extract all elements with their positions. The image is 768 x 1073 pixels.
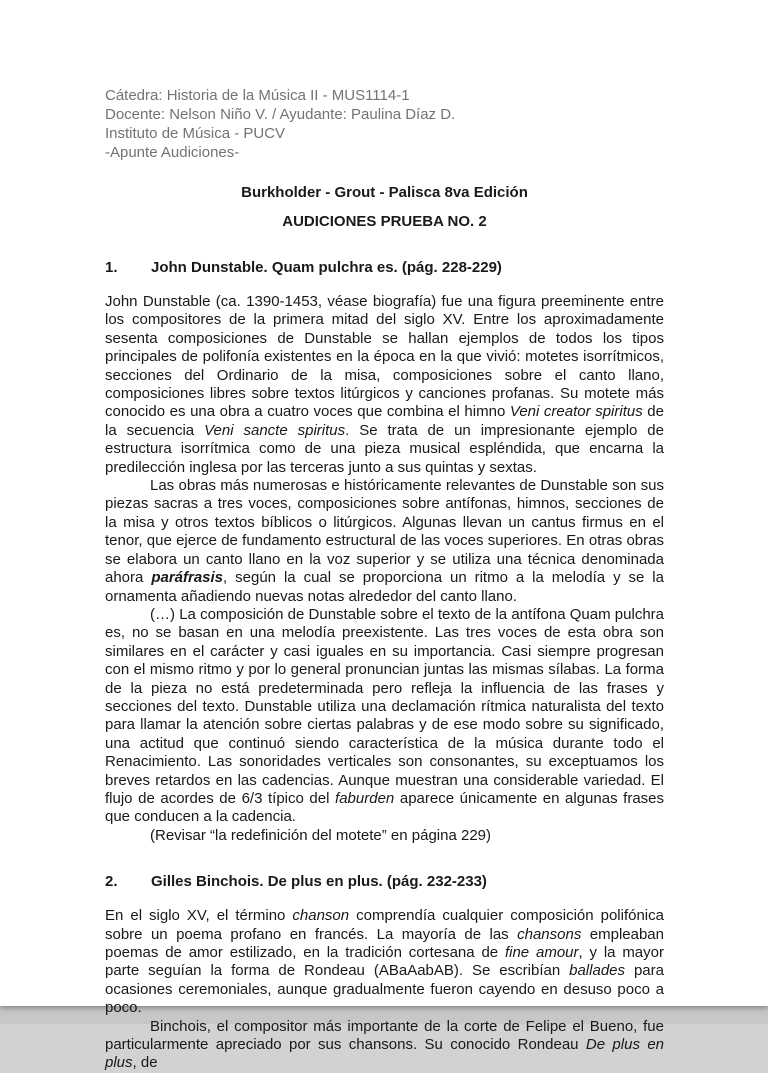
paragraph (105, 606, 664, 827)
document-header (105, 86, 664, 162)
text-run: Veni sancte spiritus (204, 421, 346, 439)
text-run: En el siglo XV, el término (105, 907, 293, 925)
text-run: , de (132, 1054, 158, 1072)
text-run: empleaban poemas de amor estilizado, en la tradición cortesana de (105, 925, 664, 961)
text-run: de la secuencia (105, 403, 664, 439)
text-run: John Dunstable (ca. 1390-1453, véase biografía) fue una figura preeminente entre los compositores de la primera mitad del siglo XV. Entre los aproximadamente sesenta composiciones de Dunstable se hallan ejemplos de todos los tipos principales de polifonía existentes en la época en la que vivió: motetes isorrítmicos, secciones del Ordinario de la misa, composiciones sobre el canto llano, composiciones libres sobre textos litúrgicos y canciones profanas. Su motete más conocido es una obra a cuatro voces que combina el himno (105, 293, 664, 421)
section-number: 1. (105, 259, 118, 276)
text-run: para ocasiones ceremoniales, aunque gradualmente fueron cayendo en desuso poco a poco. (105, 962, 664, 1017)
text-run: fine amour (504, 944, 579, 961)
text-run: ballades (569, 962, 626, 980)
document-body (105, 258, 664, 1073)
section-title: Gilles Binchois. De plus en plus. (pág. 232-233) (151, 873, 487, 891)
text-run: (…) La composición de Dunstable sobre el texto de la antífona Quam pulchra es, no se basan en una melodía preexistente. Las tres voces de esta obra son similares en el carácter y casi iguales en su importancia. Casi siempre progresan con el mismo ritmo y por lo general pronuncian juntas las mismas sílabas. La forma de la pieza no está predeterminada pero refleja la influencia de las frases y secciones del texto. Dunstable utiliza una declamación rítmica naturalista del texto para llamar la atención sobre ciertas palabras y de ese modo sobre su significado, una actitud que continuó siendo característica de la música durante todo el Renacimiento. Las sonoridades verticales son consonantes, su exceptuamos los breves retardos en las cadencias. Aunque muestran una considerable variedad. El flujo de acordes de 6/3 típico del (105, 605, 664, 807)
text-run: comprendía cualquier composición polifónica sobre un poema profano en francés. La mayoría de las (105, 907, 664, 943)
paragraph (105, 907, 664, 1017)
text-run: Binchois, el compositor más importante de la corte de Felipe el Bueno, fue particularmente apreciado por sus chansons. Su conocido Rondeau (105, 1017, 664, 1054)
exam-title: AUDICIONES PRUEBA NO. 2 (282, 213, 487, 230)
text-run: chanson (292, 907, 350, 925)
text-run: chansons (517, 925, 582, 943)
edition-title: Burkholder - Grout - Palisca 8va Edición (241, 184, 528, 201)
text-run: . Se trata de un impresionante ejemplo de estructura isorrítmica como de una pieza musical espléndida, que encarna la predilección inglesa por las terceras junto a sus quintas y sextas. (105, 421, 664, 476)
paragraph (105, 827, 664, 845)
paragraph (105, 477, 664, 606)
text-run: , y la mayor parte seguían la forma de Rondeau (ABaAabAB). Se escribían (105, 944, 664, 980)
text-run: Las obras más numerosas e históricamente relevantes de Dunstable son sus piezas sacras a tres voces, composiciones sobre antífonas, himnos, secciones de la misa y otros textos bíblicos o litúrgicos. Algunas llevan un cantus firmus en el tenor, que ejerce de fundamento estructural de las voces superiores. En otras obras se elabora un canto llano en la voz superior y se utiliza una técnica denominada ahora (105, 477, 664, 587)
header-line: Cátedra: Historia de la Música II - MUS1114-1 (105, 87, 410, 104)
text-run: (Revisar “la redefinición del motete” en página 229) (150, 826, 492, 844)
header-line: Docente: Nelson Niño V. / Ayudante: Paulina Díaz D. (105, 106, 456, 123)
header-line: Instituto de Música - PUCV (105, 125, 286, 142)
section-number: 2. (105, 873, 118, 891)
section-heading (105, 258, 664, 277)
header-line: -Apunte Audiciones- (105, 144, 240, 161)
section-title: John Dunstable. Quam pulchra es. (pág. 228-229) (151, 259, 502, 276)
text-run: paráfrasis (151, 569, 224, 587)
paragraph (105, 293, 664, 477)
text-run: aparece únicamente en algunas frases que conducen a la cadencia. (105, 789, 664, 826)
paragraph (105, 1018, 664, 1073)
section-heading (105, 872, 664, 891)
text-run: , según la cual se proporciona un ritmo a la melodía y se la ornamenta añadiendo nuevas notas alrededor del canto llano. (105, 569, 664, 605)
text-run: De plus en plus (105, 1036, 665, 1072)
text-run: faburden (335, 789, 395, 807)
text-run: Veni creator spiritus (509, 403, 643, 421)
